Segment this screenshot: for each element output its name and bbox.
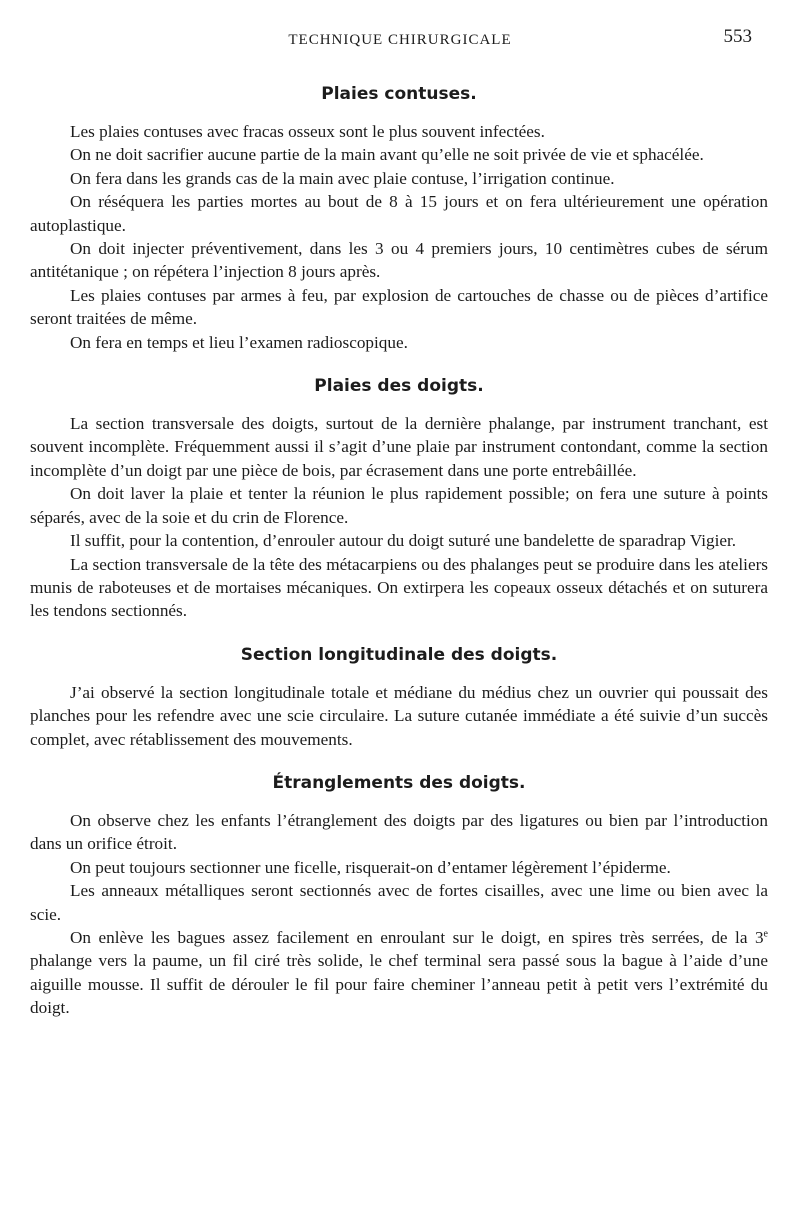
section-heading: Plaies des doigts. xyxy=(314,376,484,397)
section-heading: Plaies contuses. xyxy=(321,84,477,104)
text-run: On enlève les bagues assez facilement en enroulant sur le doigt, en spires très serrées, de la 3 xyxy=(70,927,764,947)
paragraph: On ne doit sacrifier aucune partie de la main avant qu’elle ne soit privée de vie et sphacélée. xyxy=(70,145,704,165)
running-head xyxy=(0,26,800,56)
superscript: e xyxy=(763,928,768,940)
text-run: phalange vers la paume, un fil ciré très solide, le chef terminal sera passé sous la bague à l’aide d’une aiguille mousse. Il suffit de dérouler le fil pour faire cheminer l’anneau petit à petit vers l’extrémité du doigt. xyxy=(30,951,768,1018)
paragraph: Les plaies contuses par armes à feu, par explosion de cartouches de chasse ou de pièces d’artifice seront traitées de même. xyxy=(30,285,768,329)
section-plaies-des-doigts xyxy=(30,376,768,623)
paragraph: On observe chez les enfants l’étranglement des doigts par des ligatures ou bien par l’introduction dans un orifice étroit. xyxy=(30,810,768,854)
paragraph: On fera dans les grands cas de la main avec plaie contuse, l’irrigation continue. xyxy=(70,168,615,188)
section-section-longitudinale xyxy=(30,645,768,751)
paragraph: On peut toujours sectionner une ficelle, risquerait-on d’entamer légèrement l’épiderme. xyxy=(70,857,671,877)
paragraph: On fera en temps et lieu l’examen radioscopique. xyxy=(70,332,408,352)
running-title: TECHNIQUE CHIRURGICALE xyxy=(288,32,512,48)
page-number: 553 xyxy=(723,26,752,47)
paragraph xyxy=(30,926,768,1020)
paragraph: Les anneaux métalliques seront sectionnés avec de fortes cisailles, avec une lime ou bien avec la scie. xyxy=(30,881,768,924)
paragraph: Il suffit, pour la contention, d’enrouler autour du doigt suturé une bandelette de sparadrap Vigier. xyxy=(70,531,737,551)
paragraph: J’ai observé la section longitudinale totale et médiane du médius chez un ouvrier qui poussait des planches pour les refendre avec une scie circulaire. La suture cutanée immédiate a été suivie d’un succès complet, avec rétablissement des mouvements. xyxy=(30,682,768,749)
paragraph: La section transversale des doigts, surtout de la dernière phalange, par instrument tranchant, est souvent incomplète. Fréquemment aussi il s’agit d’une plaie par instrument contondant, comme la section incomplète d’un doigt par une pièce de bois, par écrasement dans une porte entrebâillée. xyxy=(30,414,768,480)
section-etranglements xyxy=(30,773,768,1020)
section-plaies-contuses xyxy=(30,84,768,354)
section-heading: Section longitudinale des doigts. xyxy=(240,644,558,665)
paragraph: La section transversale de la tête des métacarpiens ou des phalanges peut se produire dans les ateliers munis de raboteuses et de mortaises mécaniques. On extirpera les copeaux osseux détachés et on suturera les tendons sectionnés. xyxy=(30,554,768,621)
paragraph: On réséquera les parties mortes au bout de 8 à 15 jours et on fera ultérieurement une opération autoplastique. xyxy=(30,192,768,235)
paragraph: On doit laver la plaie et tenter la réunion le plus rapidement possible; on fera une suture à points séparés, avec de la soie et du crin de Florence. xyxy=(30,484,768,527)
page-body xyxy=(30,84,768,1042)
section-heading: Étranglements des doigts. xyxy=(272,772,526,793)
paragraph: On doit injecter préventivement, dans les 3 ou 4 premiers jours, 10 centimètres cubes de sérum antitétanique ; on répétera l’injection 8 jours après. xyxy=(30,239,768,282)
paragraph: Les plaies contuses avec fracas osseux sont le plus souvent infectées. xyxy=(70,122,545,141)
